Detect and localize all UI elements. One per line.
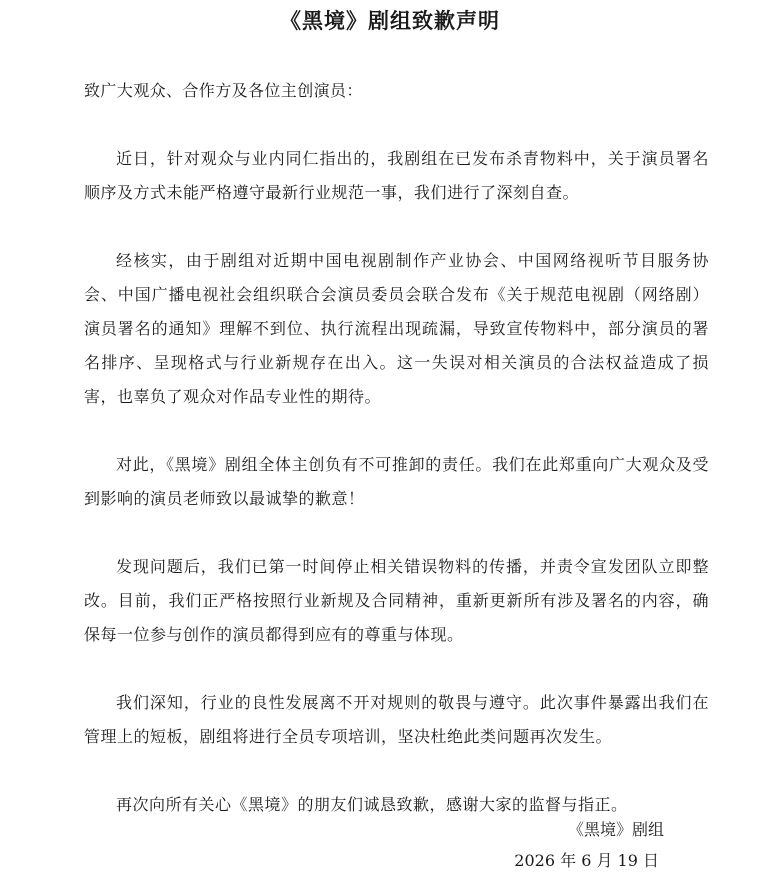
salutation: 致广大观众、合作方及各位主创演员：: [84, 81, 363, 100]
signature-organization: 《黑境》剧组: [567, 820, 664, 839]
signature-date: 2026 年 6 月 19 日: [514, 851, 659, 870]
paragraph-6: 再次向所有关心《黑境》的朋友们诚恳致歉，感谢大家的监督与指正。: [116, 795, 628, 814]
paragraph-4: 发现问题后，我们已第一时间停止相关错误物料的传播，并责令宣发团队立即整改。目前，我们正严格按照行业新规及合同精神，重新更新所有涉及署名的内容，确保每一位参与创作的演员都得到应有的尊重与体现。: [84, 557, 709, 644]
document-body: [84, 142, 709, 856]
paragraph-5: 我们深知，行业的良性发展离不开对规则的敬畏与遵守。此次事件暴露出我们在管理上的短板，剧组将进行全员专项培训，坚决杜绝此类问题再次发生。: [84, 693, 709, 746]
paragraph-2: 经核实，由于剧组对近期中国电视剧制作产业协会、中国网络视听节目服务协会、中国广播电视社会组织联合会演员委员会联合发布《关于规范电视剧（网络剧）演员署名的通知》理解不到位、执行流程出现疏漏，导致宣传物料中，部分演员的署名排序、呈现格式与行业新规存在出入。这一失误对相关演员的合法权益造成了损害，也辜负了观众对作品专业性的期待。: [84, 251, 709, 406]
paragraph-1: 近日，针对观众与业内同仁指出的，我剧组在已发布杀青物料中，关于演员署名顺序及方式未能严格遵守最新行业规范一事，我们进行了深刻自查。: [84, 149, 709, 202]
paragraph-3: 对此，《黑境》剧组全体主创负有不可推卸的责任。我们在此郑重向广大观众及受到影响的演员老师致以最诚挚的歉意！: [84, 455, 709, 508]
document-title: 《黑境》剧组致歉声明: [280, 8, 500, 33]
